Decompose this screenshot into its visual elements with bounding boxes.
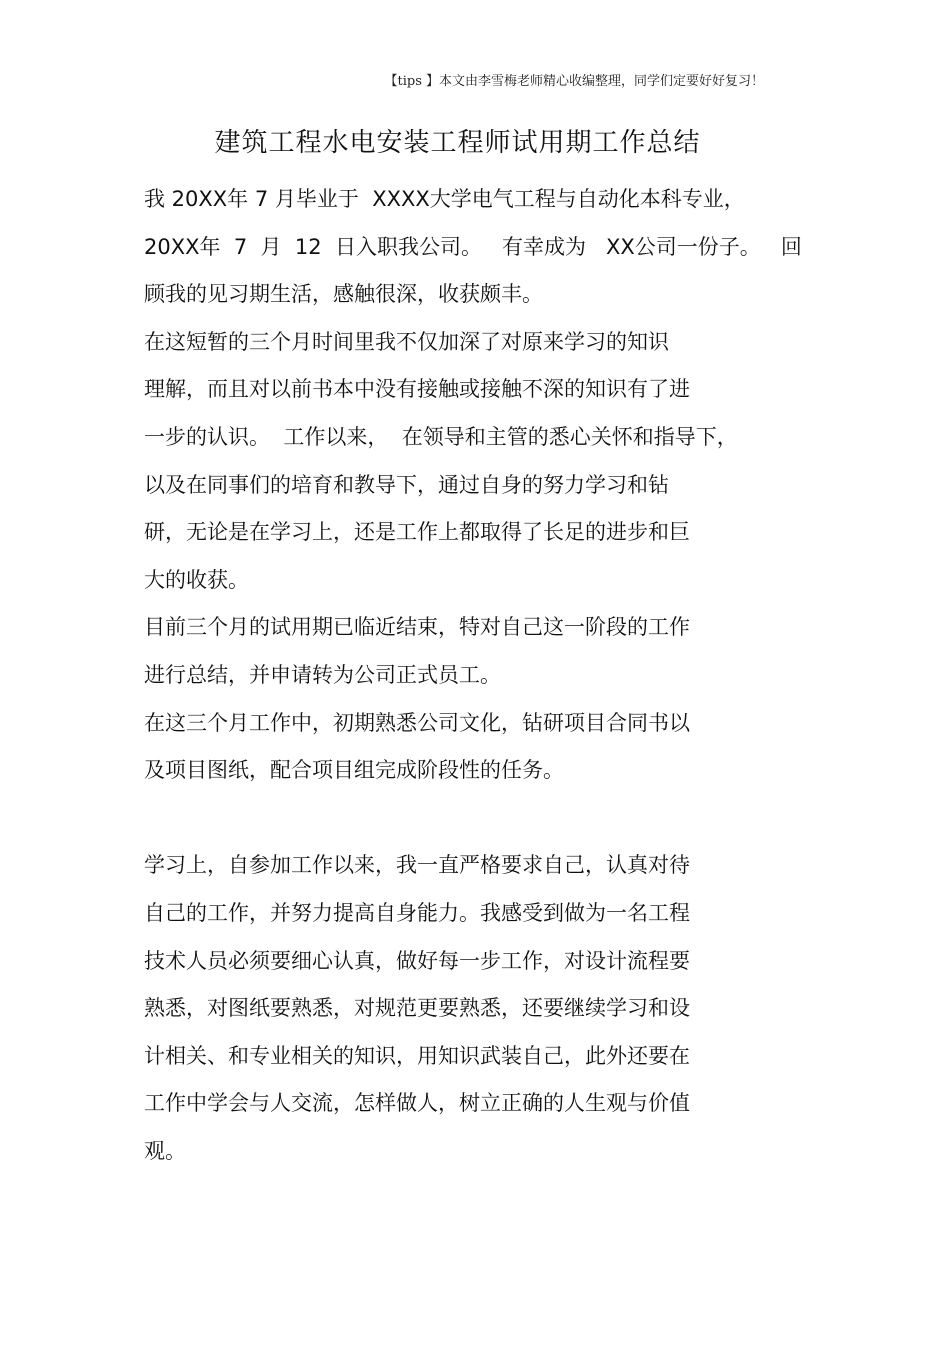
paragraph-line: 工作中学会与人交流，怎样做人，树立正确的人生观与价值: [144, 1091, 690, 1116]
paragraph-tasks: [144, 700, 824, 795]
paragraph-line: 我 20XX年 7 月毕业于 XXXX大学电气工程与自动化本科专业，: [144, 187, 745, 211]
paragraph-study: [144, 842, 824, 1175]
paragraph-line: 自己的工作，并努力提高自身能力。我感受到做为一名工程: [144, 900, 690, 925]
paragraph-line: 观。: [144, 1138, 186, 1163]
paragraph-line: 学习上，自参加工作以来，我一直严格要求自己，认真对待: [144, 853, 690, 878]
paragraph-line: 研，无论是在学习上，还是工作上都取得了长足的进步和巨: [144, 520, 690, 545]
paragraph-line: 在这三个月工作中，初期熟悉公司文化，钻研项目合同书以: [144, 710, 690, 735]
document-body: [144, 176, 824, 1175]
tips-header: 【tips 】本文由李雪梅老师精心收编整理，同学们定要好好复习！: [384, 74, 764, 89]
paragraph-line: 顾我的见习期生活，感触很深，收获颇丰。: [144, 282, 543, 307]
paragraph-line: 计相关、和专业相关的知识，用知识武装自己，此外还要在: [144, 1043, 690, 1068]
paragraph-line: 以及在同事们的培育和教导下，通过自身的努力学习和钻: [144, 472, 669, 497]
paragraph-line: 熟悉，对图纸要熟悉，对规范更要熟悉，还要继续学习和设: [144, 996, 690, 1021]
paragraph-line: 20XX年 7 月 12 日入职我公司。 有幸成为 XX公司一份子。 回: [144, 234, 802, 259]
paragraph-line: 理解，而且对以前书本中没有接触或接触不深的知识有了进: [144, 377, 690, 402]
paragraph-summary: [144, 604, 824, 699]
paragraph-line: 一步的认识。 工作以来， 在领导和主管的悉心关怀和指导下，: [144, 424, 738, 449]
paragraph-line: 及项目图纸，配合项目组完成阶段性的任务。: [144, 758, 564, 783]
paragraph-spacer: [144, 795, 824, 843]
paragraph-line: 在这短暂的三个月时间里我不仅加深了对原来学习的知识: [144, 329, 669, 354]
document-title: 建筑工程水电安装工程师试用期工作总结: [214, 128, 701, 158]
paragraph-line: 大的收获。: [144, 567, 249, 592]
paragraph-line: 技术人员必须要细心认真，做好每一步工作，对设计流程要: [144, 948, 690, 973]
paragraph-line: 进行总结，并申请转为公司正式员工。: [144, 662, 501, 687]
paragraph-learning: [144, 319, 824, 605]
paragraph-intro: [144, 176, 824, 319]
paragraph-line: 目前三个月的试用期已临近结束，特对自己这一阶段的工作: [144, 615, 690, 640]
